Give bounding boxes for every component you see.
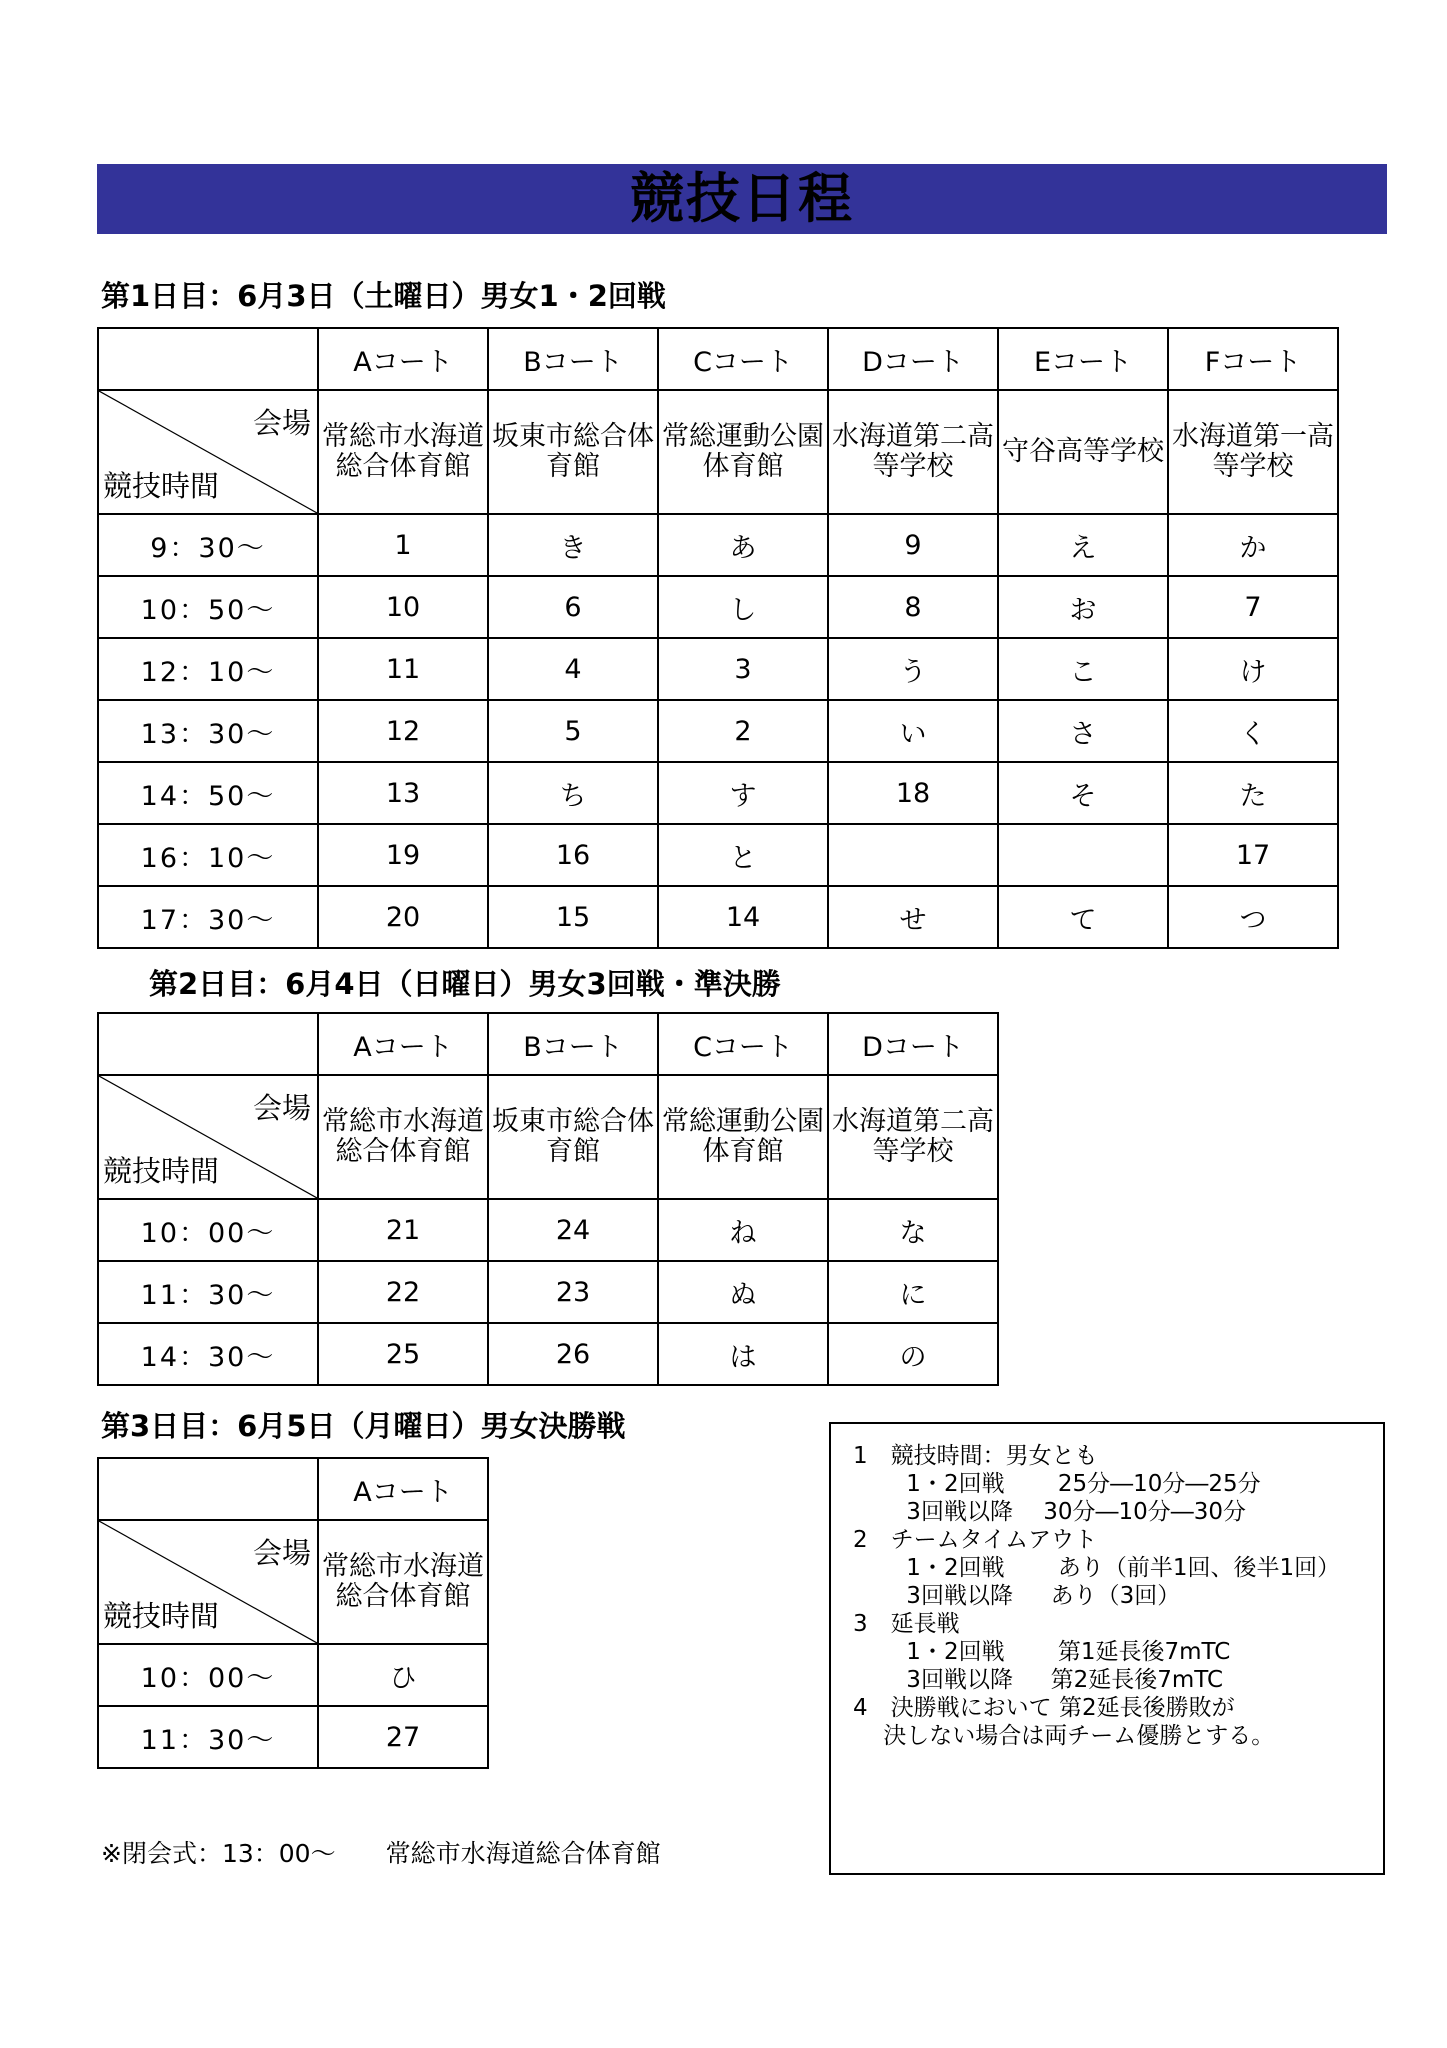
court-header-row	[98, 1013, 998, 1075]
court-header: Eコート	[998, 328, 1168, 390]
title-banner	[97, 164, 1387, 234]
court-header: Aコート	[318, 1013, 488, 1075]
court-header: Fコート	[1168, 328, 1338, 390]
day3-heading: 第3日目：6月5日（月曜日）男女決勝戦	[101, 1409, 626, 1443]
court-header: Dコート	[828, 1013, 998, 1075]
match-cell: と	[658, 824, 828, 886]
match-cell: 27	[318, 1706, 488, 1768]
match-cell: き	[488, 514, 658, 576]
match-cell: ぬ	[658, 1261, 828, 1323]
time-slot-row	[98, 1199, 998, 1261]
day1-heading: 第1日目：6月3日（土曜日）男女1・2回戦	[101, 279, 666, 313]
rules-notes-box	[829, 1422, 1385, 1875]
match-cell: 6	[488, 576, 658, 638]
match-cell: 11	[318, 638, 488, 700]
match-cell: せ	[828, 886, 998, 948]
match-cell: 8	[828, 576, 998, 638]
match-cell: な	[828, 1199, 998, 1261]
court-header-row	[98, 328, 1338, 390]
match-cell: の	[828, 1323, 998, 1385]
time-cell: 13：30～	[98, 700, 318, 762]
match-cell: 23	[488, 1261, 658, 1323]
note-line: 3回戦以降 第2延長後7mTC	[853, 1667, 1223, 1693]
closing-ceremony-note: ※閉会式：13：00～ 常総市水海道総合体育館	[101, 1839, 661, 1868]
match-cell	[828, 824, 998, 886]
match-cell: こ	[998, 638, 1168, 700]
venue-cell: 常総運動公園体育館	[658, 390, 828, 514]
court-header: Cコート	[658, 1013, 828, 1075]
match-cell: し	[658, 576, 828, 638]
match-cell: 20	[318, 886, 488, 948]
match-cell: 2	[658, 700, 828, 762]
venue-cell: 坂東市総合体育館	[488, 390, 658, 514]
match-cell: あ	[658, 514, 828, 576]
match-cell: つ	[1168, 886, 1338, 948]
time-cell: 10：50～	[98, 576, 318, 638]
match-cell: た	[1168, 762, 1338, 824]
time-slot-row	[98, 1261, 998, 1323]
time-slot-row	[98, 514, 1338, 576]
time-slot-row	[98, 576, 1338, 638]
match-cell: ち	[488, 762, 658, 824]
time-slot-row	[98, 886, 1338, 948]
match-cell: う	[828, 638, 998, 700]
time-cell: 14：30～	[98, 1323, 318, 1385]
match-cell: 16	[488, 824, 658, 886]
match-cell: は	[658, 1323, 828, 1385]
match-cell: け	[1168, 638, 1338, 700]
venue-row	[98, 1520, 488, 1644]
note-line: 決しない場合は両チーム優勝とする。	[853, 1723, 1275, 1749]
time-slot-row	[98, 638, 1338, 700]
match-cell: 19	[318, 824, 488, 886]
page-title: 競技日程	[630, 167, 854, 230]
venue-cell: 常総市水海道総合体育館	[318, 1075, 488, 1199]
court-header: Dコート	[828, 328, 998, 390]
match-cell: 18	[828, 762, 998, 824]
court-header: Bコート	[488, 1013, 658, 1075]
match-cell: 17	[1168, 824, 1338, 886]
time-label: 競技時間	[103, 1154, 220, 1188]
venue-row	[98, 390, 1338, 514]
match-cell: 24	[488, 1199, 658, 1261]
match-cell: 4	[488, 638, 658, 700]
diagonal-corner-cell	[98, 1075, 318, 1199]
time-cell: 17：30～	[98, 886, 318, 948]
match-cell: そ	[998, 762, 1168, 824]
match-cell: に	[828, 1261, 998, 1323]
match-cell: 25	[318, 1323, 488, 1385]
time-cell: 12：10～	[98, 638, 318, 700]
note-line: 4 決勝戦において 第2延長後勝敗が	[853, 1695, 1235, 1721]
venue-cell: 常総市水海道総合体育館	[318, 1520, 488, 1644]
match-cell: 1	[318, 514, 488, 576]
time-cell: 14：50～	[98, 762, 318, 824]
venue-cell: 常総市水海道総合体育館	[318, 390, 488, 514]
court-header: Bコート	[488, 328, 658, 390]
day2-schedule-table	[97, 1012, 999, 1386]
match-cell: い	[828, 700, 998, 762]
match-cell: す	[658, 762, 828, 824]
match-cell: 15	[488, 886, 658, 948]
match-cell: く	[1168, 700, 1338, 762]
note-line: 2 チームタイムアウト	[853, 1527, 1098, 1553]
note-line: 1・2回戦 25分―10分―25分	[853, 1471, 1261, 1497]
match-cell: 14	[658, 886, 828, 948]
venue-cell: 常総運動公園体育館	[658, 1075, 828, 1199]
match-cell	[998, 824, 1168, 886]
time-cell: 11：30～	[98, 1261, 318, 1323]
match-cell: ひ	[318, 1644, 488, 1706]
match-cell: お	[998, 576, 1168, 638]
court-header: Aコート	[318, 1458, 488, 1520]
time-slot-row	[98, 1706, 488, 1768]
venue-label: 会場	[252, 406, 311, 440]
court-header-row	[98, 1458, 488, 1520]
time-label: 競技時間	[103, 1599, 220, 1633]
venue-row	[98, 1075, 998, 1199]
venue-label: 会場	[252, 1536, 311, 1570]
match-cell: 13	[318, 762, 488, 824]
day2-heading: 第2日目：6月4日（日曜日）男女3回戦・準決勝	[149, 967, 781, 1001]
time-cell: 16：10～	[98, 824, 318, 886]
note-line: 1 競技時間：男女とも	[853, 1443, 1098, 1469]
match-cell: 12	[318, 700, 488, 762]
venue-cell: 水海道第一高等学校	[1168, 390, 1338, 514]
venue-cell: 水海道第二高等学校	[828, 390, 998, 514]
venue-cell: 水海道第二高等学校	[828, 1075, 998, 1199]
diagonal-corner-cell	[98, 1520, 318, 1644]
time-slot-row	[98, 762, 1338, 824]
diagonal-corner-cell	[98, 390, 318, 514]
venue-cell: 守谷高等学校	[998, 390, 1168, 514]
note-line: 1・2回戦 あり（前半1回、後半1回）	[853, 1555, 1341, 1581]
note-line: 1・2回戦 第1延長後7mTC	[853, 1639, 1231, 1665]
time-slot-row	[98, 1644, 488, 1706]
match-cell: さ	[998, 700, 1168, 762]
time-slot-row	[98, 824, 1338, 886]
note-line: 3回戦以降 30分―10分―30分	[853, 1499, 1247, 1525]
match-cell: 7	[1168, 576, 1338, 638]
day3-schedule-table	[97, 1457, 489, 1769]
match-cell: え	[998, 514, 1168, 576]
match-cell: 21	[318, 1199, 488, 1261]
venue-label: 会場	[252, 1091, 311, 1125]
court-header: Aコート	[318, 328, 488, 390]
match-cell: か	[1168, 514, 1338, 576]
match-cell: 22	[318, 1261, 488, 1323]
match-cell: 10	[318, 576, 488, 638]
day1-schedule-table	[97, 327, 1339, 949]
match-cell: ね	[658, 1199, 828, 1261]
note-line: 3回戦以降 あり（3回）	[853, 1583, 1181, 1609]
time-cell: 11：30～	[98, 1706, 318, 1768]
time-slot-row	[98, 1323, 998, 1385]
match-cell: て	[998, 886, 1168, 948]
court-header: Cコート	[658, 328, 828, 390]
note-line: 3 延長戦	[853, 1611, 960, 1637]
match-cell: 26	[488, 1323, 658, 1385]
corner-blank	[98, 328, 318, 390]
time-cell: 9：30～	[98, 514, 318, 576]
match-cell: 9	[828, 514, 998, 576]
corner-blank	[98, 1013, 318, 1075]
time-slot-row	[98, 700, 1338, 762]
time-cell: 10：00～	[98, 1199, 318, 1261]
match-cell: 3	[658, 638, 828, 700]
venue-cell: 坂東市総合体育館	[488, 1075, 658, 1199]
match-cell: 5	[488, 700, 658, 762]
time-cell: 10：00～	[98, 1644, 318, 1706]
time-label: 競技時間	[103, 469, 220, 503]
corner-blank	[98, 1458, 318, 1520]
